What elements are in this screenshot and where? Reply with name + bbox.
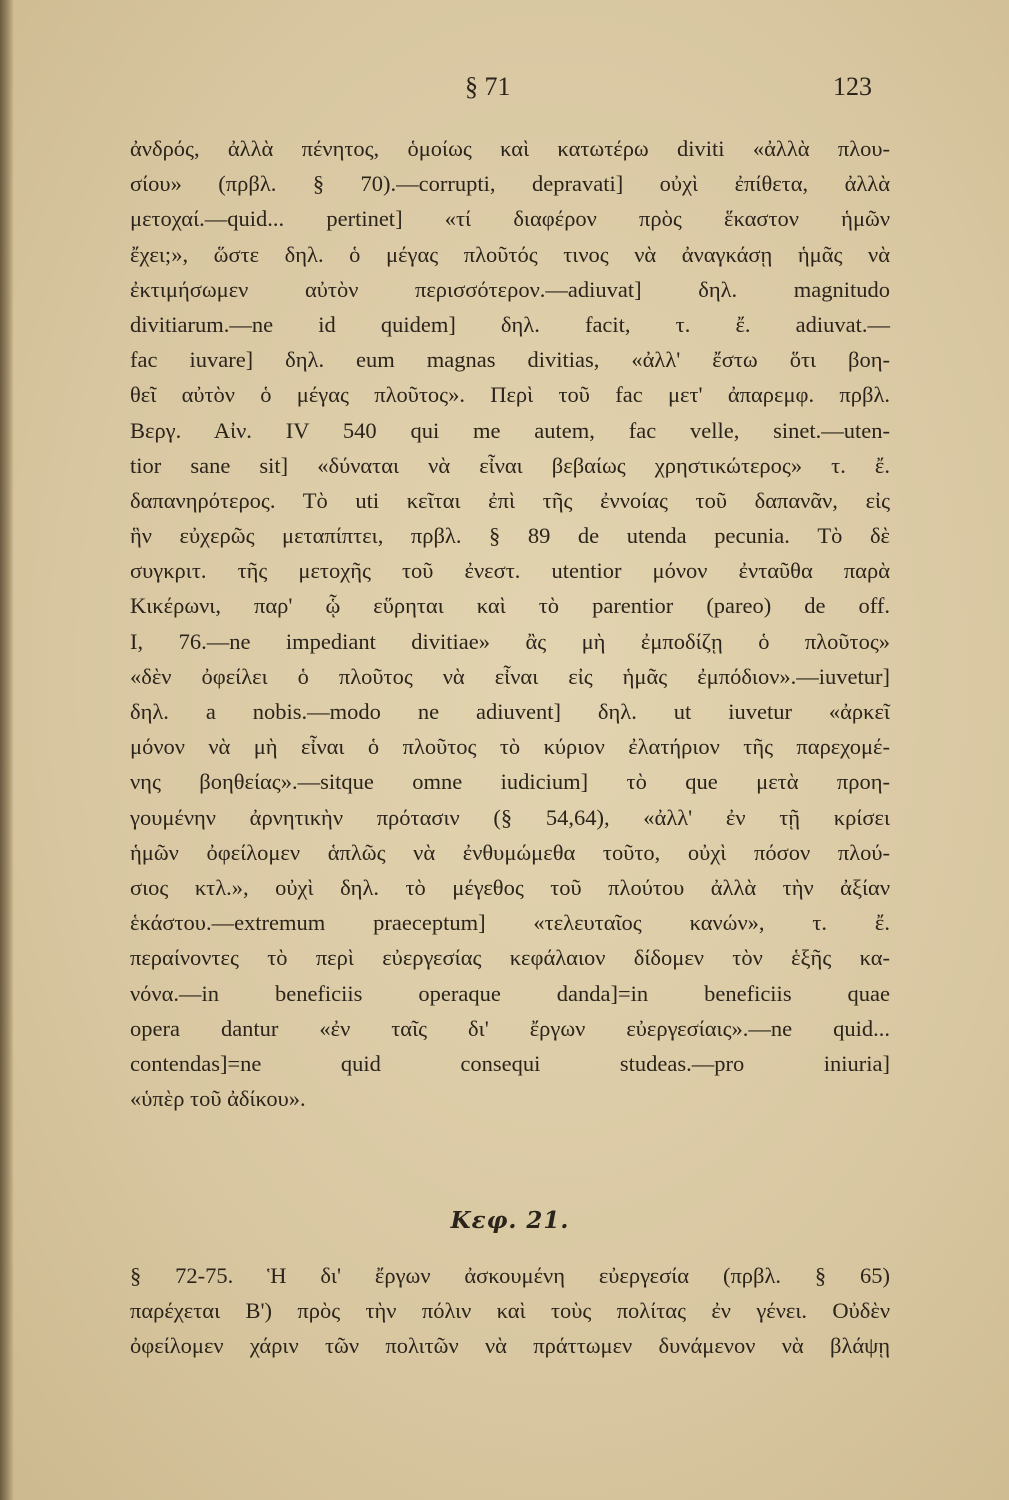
text-line: ἑκάστου.—extremum praeceptum] «τελευταῖος κανών», τ. ἔ.: [130, 910, 890, 936]
section-mark: § 71: [465, 72, 511, 101]
text-line: «ὑπὲρ τοῦ ἀδίκου».: [130, 1086, 306, 1112]
text-line: θεῖ αὐτὸν ὁ μέγας πλοῦτος». Περὶ τοῦ fac μετ' ἀπαρεμφ. πρβλ.: [130, 382, 890, 408]
text-line: contendas]=ne quid consequi studeas.—pro iniuria]: [130, 1050, 890, 1076]
text-line: Κικέρωνι, παρ' ᾧ εὕρηται καὶ τὸ parentior (pareo) de off.: [130, 593, 890, 619]
text-line: § 72-75. Ἡ δι' ἔργων ἀσκουμένη εὐεργεσία (πρβλ. § 65): [130, 1263, 890, 1288]
text-line: opera dantur «ἐν ταῖς δι' ἔργων εὐεργεσίαις».—ne quid...: [130, 1015, 890, 1041]
text-line: συγκριτ. τῆς μετοχῆς τοῦ ἐνεστ. utentior μόνον ἐνταῦθα παρὰ: [130, 558, 890, 584]
text-line: ἣν εὐχερῶς μεταπίπτει, πρβλ. § 89 de utenda pecunia. Τὸ δὲ: [130, 523, 890, 549]
text-line: περαίνοντες τὸ περὶ εὐεργεσίας κεφάλαιον δίδομεν τὸν ἑξῆς κα-: [130, 945, 890, 971]
text-line: ἡμῶν ὀφείλομεν ἁπλῶς νὰ ἐνθυμώμεθα τοῦτο, οὐχὶ πόσον πλού-: [130, 839, 890, 865]
text-line: ἐκτιμήσωμεν αὐτὸν περισσότερον.—adiuvat] δηλ. magnitudo: [130, 276, 890, 302]
chapter-heading: Κεφ. 21.: [450, 1207, 570, 1234]
text-line: μετοχαί.—quid... pertinet] «τί διαφέρον πρὸς ἕκαστον ἡμῶν: [130, 206, 890, 232]
text-line: δηλ. a nobis.—modo ne adiuvent] δηλ. ut iuvetur «ἀρκεῖ: [130, 699, 890, 724]
text-line: γουμένην ἀρνητικὴν πρότασιν (§ 54,64), «ἀλλ' ἐν τῇ κρίσει: [130, 804, 890, 830]
text-line: «δὲν ὀφείλει ὁ πλοῦτος νὰ εἶναι εἰς ἡμᾶς ἐμπόδιον».—iuvetur]: [130, 663, 890, 689]
text-line: fac iuvare] δηλ. eum magnas divitias, «ἀλλ' ἔστω ὅτι βοη-: [130, 347, 890, 373]
text-line: divitiarum.—ne id quidem] δηλ. facit, τ. ἔ. adiuvat.—: [130, 311, 890, 337]
section-paragraph: [130, 1258, 890, 1364]
text-line: νόνα.—in beneficiis operaque danda]=in beneficiis quae: [130, 980, 890, 1006]
text-line: I, 76.—ne impediant divitiae» ἂς μὴ ἐμποδίζῃ ὁ πλοῦτος»: [130, 628, 890, 654]
text-line: παρέχεται Β') πρὸς τὴν πόλιν καὶ τοὺς πολίτας ἐν γένει. Οὐδὲν: [130, 1298, 890, 1324]
binding-shadow: [0, 0, 14, 1500]
text-line: ὀφείλομεν χάριν τῶν πολιτῶν νὰ πράττωμεν δυνάμενον νὰ βλάψῃ: [130, 1333, 890, 1359]
text-line: ἀνδρός, ἀλλὰ πένητος, ὁμοίως καὶ κατωτέρω diviti «ἀλλὰ πλου-: [130, 136, 890, 161]
text-line: Βεργ. Αἰν. IV 540 qui me autem, fac velle, sinet.—uten-: [130, 417, 890, 443]
text-line: δαπανηρότερος. Τὸ uti κεῖται ἐπὶ τῆς ἐννοίας τοῦ δαπανᾶν, εἰς: [130, 487, 890, 513]
text-line: νης βοηθείας».—sitque omne iudicium] τὸ que μετὰ προη-: [130, 769, 890, 795]
running-header: [130, 68, 890, 108]
text-line: σίου» (πρβλ. § 70).—corrupti, depravati] οὐχὶ ἐπίθετα, ἀλλὰ: [130, 171, 890, 197]
page-number: 123: [833, 72, 872, 101]
text-line: tior sane sit] «δύναται νὰ εἶναι βεβαίως χρηστικώτερος» τ. ἔ.: [130, 452, 890, 478]
commentary-paragraph: [130, 131, 890, 1116]
text-line: σιος κτλ.», οὐχὶ δηλ. τὸ μέγεθος τοῦ πλούτου ἀλλὰ τὴν ἀξίαν: [130, 874, 890, 900]
text-line: ἔχει;», ὥστε δηλ. ὁ μέγας πλοῦτός τινος νὰ ἀναγκάσῃ ἡμᾶς νὰ: [130, 241, 890, 267]
text-line: μόνον νὰ μὴ εἶναι ὁ πλοῦτος τὸ κύριον ἐλατήριον τῆς παρεχομέ-: [130, 734, 890, 760]
